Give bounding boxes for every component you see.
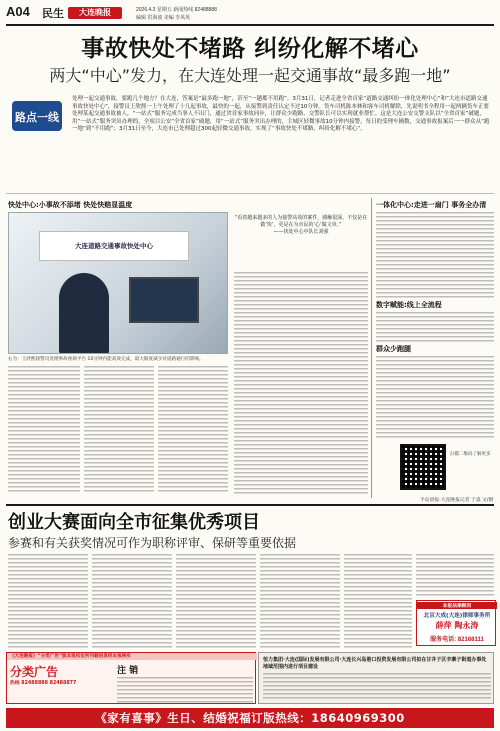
body-text-col3 [158, 366, 228, 494]
body-text-col1 [8, 366, 80, 494]
law-firm-ad [416, 600, 496, 646]
classified-body [117, 677, 253, 703]
col3-subhead: 一体化中心:走进一扇门 事务全办清 [376, 201, 487, 209]
classified-cancel-heading: 注 销 [117, 666, 139, 676]
notice-text: 恒力集团·大连(国际)发展有限公司·大连长兴岛港口投资发展有限公司拟在甘井子区辛寨子街道办事处地域范围内进行项目建设 [263, 657, 487, 670]
quote-text: “看着越来越多的人为接警高效的案件，感触很深，不仅是在做‘快’，更是在为市民的‘心’做文章。” [234, 215, 368, 228]
law-ad-top: 本报法律顾问 [417, 602, 497, 609]
body-text-col2 [84, 366, 154, 494]
editor-credits: 编辑 洪海波 美编 李凤英 [136, 15, 191, 21]
page-number: A04 [6, 4, 30, 19]
body-text-col6 [376, 312, 494, 342]
pull-quote [234, 215, 368, 265]
col3b-subhead: 数字赋能:线上全流程 [376, 301, 442, 309]
newspaper-logo: 大连晚报 [68, 7, 122, 19]
body-text-col5 [376, 212, 494, 298]
masthead [6, 4, 494, 26]
classified-phone: 热线 82488888 82488877 [10, 681, 77, 686]
news-photo [8, 212, 228, 354]
story-divider [6, 504, 494, 506]
dateline: 2026.4.3 星期五 新闻热线 82488888 [136, 7, 217, 13]
law-ad-name: 薛萍 陶永涛 [435, 621, 479, 630]
story2-text-col1 [8, 554, 88, 648]
story2-text-col2 [92, 554, 172, 648]
column-rule [371, 198, 372, 498]
classified-notice: 《大连晚报》“分类广告”版本报权位所刊载信息经本报核实 [7, 653, 257, 660]
column-badge [8, 95, 66, 135]
photo-screen [129, 277, 199, 323]
col1-subhead: 快处中心:小事故不添堵 快处快赔显温度 [8, 201, 133, 209]
classified-title: 分类广告 [10, 665, 59, 679]
body-text-col7 [376, 356, 494, 440]
qr-caption: 扫描二维码了解更多 [450, 452, 491, 457]
law-ad-phone: 服务电话: 82168111 [430, 637, 484, 643]
lead-paragraph: 处理一起交通事故，要跑几个地方？在大连，答案是“最多跑一地”，甚至“一趟都不用跑”。3月31日，记者走进全省首家“道路交通纠纷一体化处理中心”和“大连市道路交通事故快处中心”，接警员王欣熙一上午处理了十几起事故，最快的一起，从接警到责任认定不过10分钟。货车司机陈本林和客车司机解除，先说明书全程用一起两辆货车正要处理某起交通事故被人，“一站式”服务完成当事人不出门，通过省首家事故同步，让群众少跑路、交警队长可以实现就业帮忙。这是大连公安交警支队以“全省首家”破题，用“一站式”服务突出办理的，全项目公安“全省首家”破题，用“一站式”服务突出办理的，主城区轻微事故10分钟内接警，每日的受理车辆数，交通事故报案后一一群众从“跑一地”到“不用跑”；3月31日至今，大连市已处理超过300起轻微交通事故，实现了“事故快处不堵路、纠纷化解不堵心”。 [72, 96, 490, 133]
public-notice-ad [258, 652, 494, 704]
notice-body [263, 673, 491, 701]
classified-ad [6, 652, 256, 704]
photo-sign: 大连道路交通事故快处中心 [39, 231, 189, 261]
law-ad-firm: 北京大成(大连)律师事务所 [423, 613, 491, 619]
section-name: 民生 [42, 8, 64, 20]
story2-subheadline: 参赛和有关获奖情况可作为职称评审、保研等重要依据 [8, 536, 297, 550]
story-subheadline: 两大“中心”发力，在大连处理一起交通事故“最多跑一地” [49, 66, 451, 85]
divider [6, 193, 494, 194]
bottom-banner-ad: 《家有喜事》生日、结婚祝福订版热线：18640969300 [6, 708, 494, 728]
story2-text-col6 [416, 554, 494, 596]
story2-text-col4 [260, 554, 340, 648]
story-headline: 事故快处不堵路 纠纷化解不堵心 [81, 35, 419, 62]
byline: 半岛晨报·大连晚报记者 于淼 文/摄 [420, 498, 494, 503]
badge-label: 路点一线 [15, 112, 59, 124]
story2-text-col3 [176, 554, 256, 648]
body-text-col4 [234, 272, 368, 494]
col4b-subhead: 群众少跑腿 [376, 345, 411, 353]
quote-attribution: ——快处中心中队长刘强 [273, 229, 329, 235]
photo-officer [59, 273, 109, 354]
story2-text-col5 [344, 554, 412, 648]
qr-code [400, 444, 446, 490]
photo-caption: 右为：王欣熙接警员处理事故视频平台 10分钟内能高效完成，最大限度减少对道路通行的影响。 [8, 357, 204, 362]
story2-headline: 创业大赛面向全市征集优秀项目 [8, 512, 260, 533]
